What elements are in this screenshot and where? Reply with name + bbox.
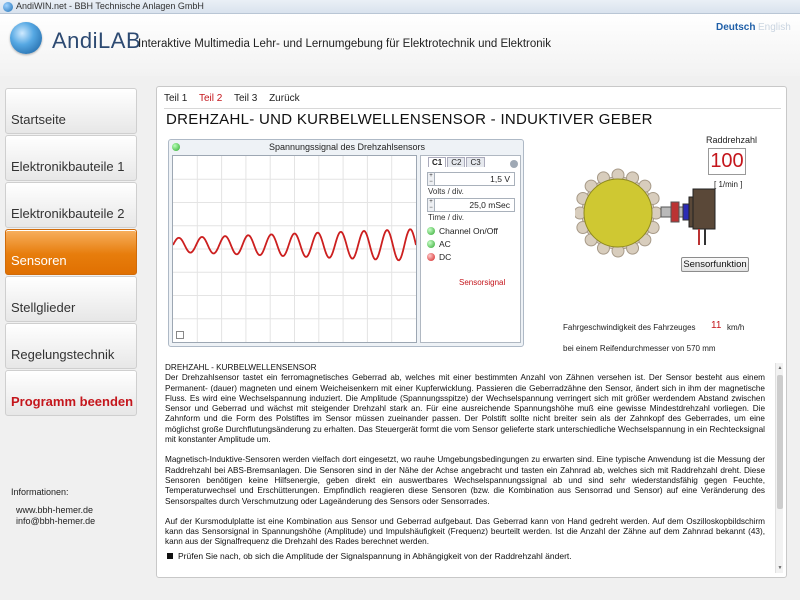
rpm-unit: [ 1/min ]	[714, 180, 743, 189]
part-tabs	[164, 93, 309, 104]
sidebar-item-stellglieder[interactable]	[5, 276, 137, 322]
sidebar-item-regelungstechnik[interactable]	[5, 323, 137, 369]
sidebar-item-label: Startseite	[11, 112, 66, 127]
tab-teil-1[interactable]: Teil 1	[164, 93, 188, 104]
speed-value: 11	[711, 320, 722, 331]
signal-legend-label: Sensorsignal	[459, 278, 506, 287]
volts-per-div-field[interactable]	[427, 172, 515, 186]
rpm-display: 100	[708, 148, 746, 175]
task-item	[167, 551, 572, 561]
page-title: DREHZAHL- UND KURBELWELLENSENSOR - INDUKTIVER GEBER	[166, 111, 653, 128]
sidebar-item-label: Stellglieder	[11, 300, 76, 315]
tab-channel-2[interactable]: C2	[447, 157, 465, 167]
speed-unit: km/h	[727, 323, 745, 332]
sidebar-item-elektronikbauteile-2[interactable]	[5, 182, 137, 228]
website-link[interactable]: www.bbh-hemer.de	[16, 505, 94, 515]
tab-channel-1[interactable]: C1	[428, 157, 446, 167]
time-stepper-icon[interactable]: + −	[428, 199, 435, 211]
option-label: DC	[439, 252, 452, 262]
time-per-div-field[interactable]	[427, 198, 515, 212]
sidebar-item-sensoren[interactable]	[5, 229, 137, 275]
sidebar-item-label: Sensoren	[11, 253, 67, 268]
tab-channel-3[interactable]: C3	[466, 157, 484, 167]
time-label: Time / div.	[428, 213, 465, 222]
app-icon	[3, 2, 13, 12]
globe-logo-icon	[10, 22, 42, 54]
gear-wheel-icon	[575, 169, 662, 257]
tab-teil-2[interactable]: Teil 2	[198, 93, 223, 104]
info-label: Informationen:	[11, 487, 69, 497]
language-en-link[interactable]: English	[758, 22, 791, 33]
volts-stepper-icon[interactable]: + −	[428, 173, 435, 185]
screen-corner-checkbox[interactable]	[176, 331, 184, 339]
paragraph: Magnetisch-Induktive-Sensoren werden vielfach dort eingesetzt, wo rauhe Umgebungsbedingungen zu erwarten sind. Eine typische Anwendung ist die Messung der Raddrehzahl bei ABS-Bremsanlagen. Die Sensoren sind in der Nähe der Achse angebracht und tasten ein Zahnrad ab, welches sich mit Raddrehzahl dreht. Diese Sensoren benötigen keine Hilfsenergie, geben direkt ein auswertbares Wechselspannungssignal ab und sind sehr wiederstandsfähig gegen Feuchte, Temperaturwechsel und Erschütterungen. Empfindlich reagieren diese Sensoren (bzw. die Kombination aus Sensorrad und Sensor) auf eine Veränderung des Sensorspaltes durch Verschmutzung oder Lageänderung des Sensors oder Sensorrades.	[165, 455, 765, 506]
volts-label: Volts / div.	[428, 187, 464, 196]
inductive-sensor-icon	[661, 189, 715, 245]
volts-value: 1,5 V	[490, 174, 510, 184]
language-de-link[interactable]: Deutsch	[716, 22, 756, 33]
sensor-wheel-diagram[interactable]	[575, 167, 755, 267]
paragraph: Der Drehzahlsensor tastet ein ferromagnetisches Geberrad ab, welches mit einer bestimmten Anzahl von Zähnen versehen ist. Der Sensor besteht aus einem Permanent- (dauer) magneten und einem Weicheisenkern mit einer Kupferwicklung. Passieren die Geberradzähne den Sensor, ändert sich in ihm der magnetische Fluss. Es wird eine Wechselspannung induziert. Die Amplitude (Spannungsspitze) der Wechselspannung verringert sich mit größer werdendem Abstand zwischen Sensor und Geberrad und wächst mit steigender Drehzahl stark an. Für eine ausreichende Spannungshöhe muß eine gewisse Mindestdrehzahl vorliegen. Die Zahnform und die Form des Polstiftes im Sensor müssen zueinander passen. Der Polstift sollte nicht breiter sein als der Zahnkopf des Geberrades, um eine möglichst große Durchflutungsänderung zu erhalten. Das Steuergerät formt die vom Sensor gelieferte stark unterschiedliche Wechselspannung in ein Rechtecksignal mit konstanter Amplitude um.	[165, 373, 765, 445]
red-led-icon	[427, 253, 435, 261]
channel-tabs	[428, 157, 486, 167]
window-title: AndiWIN.net - BBH Technische Anlagen GmbH	[16, 1, 204, 11]
sidebar-item-label: Elektronikbauteile 2	[11, 206, 125, 221]
text-scrollbar[interactable]	[775, 363, 783, 573]
description-text	[165, 363, 765, 569]
green-led-icon	[427, 240, 435, 248]
tab-teil-3[interactable]: Teil 3	[233, 93, 258, 104]
app-name: AndiLAB	[52, 28, 142, 53]
window-titlebar	[0, 0, 800, 14]
paragraph: Auf der Kursmodulplatte ist eine Kombination aus Sensor und Geberrad aufgebaut. Das Geberrad kann von Hand gedreht werden. Auf dem Oszilloskopbildschirm kann das Sensorsignal in Spannungshöhe (Amplitude) und Impulshäufigkeit (Frequenz) beurteilt werden. Ist die Anzahl der Zähne auf dem Zahnrad bekannt (43), kann aus der Signalfrequenz die Drehzahl des Rades berechnet werden.	[165, 516, 765, 547]
option-label: Channel On/Off	[439, 226, 498, 236]
oscilloscope-title: Spannungssignal des Drehzahlsensors	[268, 142, 426, 152]
tab-divider	[164, 108, 781, 109]
ac-option[interactable]	[427, 239, 451, 249]
bullet-icon	[167, 553, 173, 559]
rpm-label: Raddrehzahl	[706, 135, 758, 145]
sidebar-item-elektronikbauteile-1[interactable]	[5, 135, 137, 181]
quit-program-button[interactable]	[5, 370, 137, 416]
sidebar-item-startseite[interactable]	[5, 88, 137, 134]
oscilloscope-panel	[168, 139, 524, 347]
sidebar-nav	[5, 88, 137, 417]
scroll-up-icon[interactable]: ▲	[777, 365, 783, 371]
sidebar-item-label: Regelungstechnik	[11, 347, 115, 362]
tab-back[interactable]: Zurück	[269, 93, 300, 104]
app-subtitle: Interaktive Multimedia Lehr- und Lernumgebung für Elektrotechnik und Elektronik	[138, 38, 551, 50]
sidebar-item-label: Elektronikbauteile 1	[11, 159, 125, 174]
speed-label: Fahrgeschwindigkeit des Fahrzeuges	[563, 323, 696, 332]
channel-onoff-option[interactable]	[427, 226, 498, 236]
sensor-function-button[interactable]: Sensorfunktion	[681, 257, 749, 272]
scroll-down-icon[interactable]: ▼	[777, 565, 783, 571]
sidebar-item-label: Programm beenden	[11, 394, 134, 409]
app-header	[0, 14, 800, 76]
oscilloscope-controls	[420, 155, 521, 343]
panel-arrow-icon[interactable]	[510, 160, 518, 168]
oscilloscope-screen	[172, 155, 417, 343]
dc-option[interactable]	[427, 252, 451, 262]
scroll-thumb[interactable]	[777, 375, 783, 509]
green-led-icon	[427, 227, 435, 235]
email-link[interactable]: info@bbh-hemer.de	[16, 516, 96, 526]
info-links	[16, 505, 95, 527]
task-text: Prüfen Sie nach, ob sich die Amplitude der Signalspannung in Abhängigkeit von der Raddrehzahl ändert.	[178, 551, 572, 561]
content-panel	[156, 86, 787, 578]
time-value: 25,0 mSec	[469, 200, 510, 210]
oscilloscope-graph	[173, 156, 416, 342]
tire-diameter-text: bei einem Reifendurchmesser von 570 mm	[563, 344, 716, 353]
option-label: AC	[439, 239, 451, 249]
section-heading: DREHZAHL - KURBELWELLENSENSOR	[165, 363, 317, 372]
